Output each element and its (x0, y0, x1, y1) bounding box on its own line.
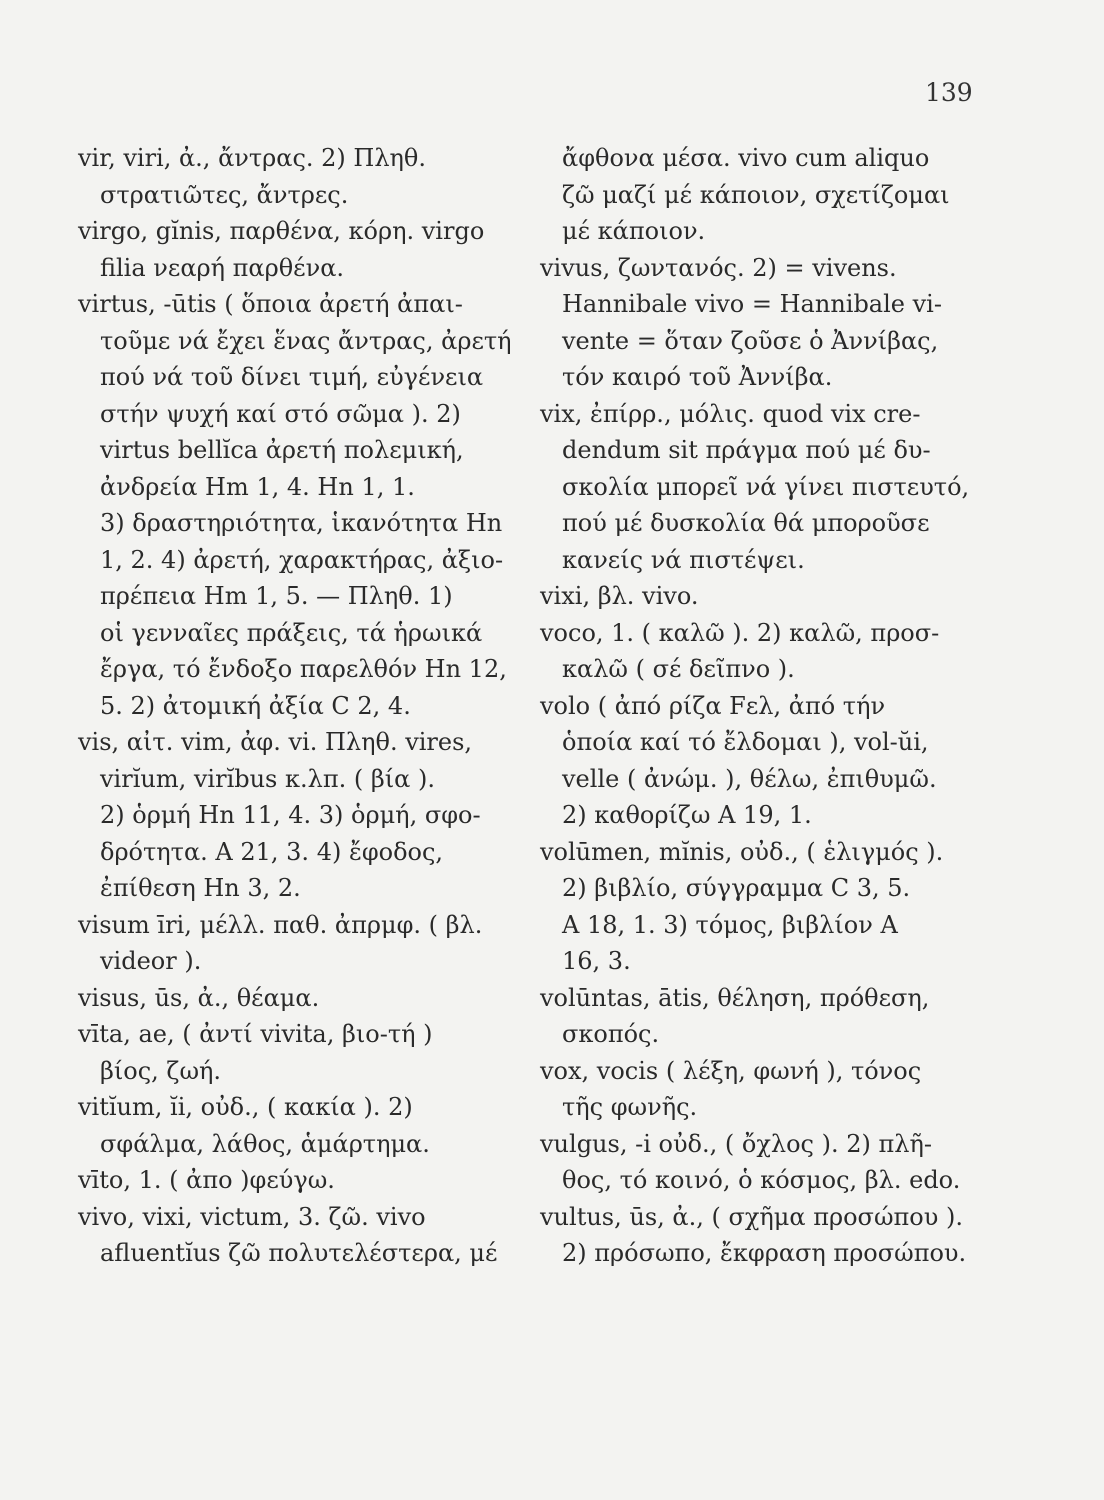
dictionary-line: βίος, ζωή. (100, 1056, 222, 1085)
dictionary-line: 2) καθορίζω A 19, 1. (562, 801, 812, 829)
dictionary-line: volo ( ἀπό ρίζα Fελ, ἀπό τήν (540, 691, 886, 720)
dictionary-line: ζῶ μαζί μέ κάποιον, σχετίζομαι (562, 180, 950, 209)
page-number: 139 (925, 78, 973, 107)
dictionary-line: στήν ψυχή καί στό σῶμα ). 2) (100, 399, 461, 428)
dictionary-line: τοῦμε νά ἔχει ἕνας ἄντρας, ἀρετή (100, 326, 512, 355)
dictionary-line: μέ κάποιον. (562, 217, 706, 245)
dictionary-line: στρατιῶτες, ἄντρες. (100, 180, 349, 209)
dictionary-line: 16, 3. (562, 947, 631, 975)
dictionary-line: volūmen, mĭnis, οὐδ., ( ἑλιγμός ). (540, 837, 944, 866)
dictionary-line: θος, τό κοινό, ὁ κόσμος, βλ. edo. (562, 1166, 961, 1194)
dictionary-line: vīta, ae, ( ἀντί vivita, βιο-τή ) (78, 1020, 433, 1048)
dictionary-line: τῆς φωνῆς. (562, 1093, 698, 1121)
dictionary-line: videor ). (100, 947, 202, 975)
right-column (540, 140, 980, 1272)
dictionary-line: vente = ὅταν ζοῦσε ὁ Ἀννίβας, (562, 326, 939, 355)
left-column (78, 140, 518, 1272)
dictionary-line: virĭum, virĭbus κ.λπ. ( βία ). (100, 764, 435, 793)
dictionary-line: δρότητα. A 21, 3. 4) ἔφοδος, (100, 837, 444, 866)
dictionary-line: πρέπεια Hm 1, 5. — Πληθ. 1) (100, 582, 453, 610)
dictionary-line: σκολία μπορεῖ νά γίνει πιστευτό, (562, 472, 970, 501)
dictionary-line: vivo, vixi, victum, 3. ζῶ. vivo (78, 1202, 426, 1231)
dictionary-line: 1, 2. 4) ἀρετή, χαρακτήρας, ἀξιο- (100, 545, 504, 574)
dictionary-line: velle ( ἀνώμ. ), θέλω, ἐπιθυμῶ. (562, 764, 937, 793)
dictionary-line: οἱ γενναῖες πράξεις, τά ἡρωικά (100, 618, 483, 647)
dictionary-line: ἔργα, τό ἔνδοξο παρελθόν Hn 12, (100, 655, 507, 683)
dictionary-line: virtus bellĭca ἀρετή πολεμική, (100, 436, 464, 464)
dictionary-line: A 18, 1. 3) τόμος, βιβλίον A (562, 910, 898, 939)
dictionary-line: virgo, gĭnis, παρθένα, κόρη. virgo (78, 217, 485, 245)
dictionary-line: 3) δραστηριότητα, ἱκανότητα Hn (100, 509, 503, 537)
dictionary-line: vulgus, -i οὐδ., ( ὄχλος ). 2) πλῆ- (540, 1129, 932, 1158)
dictionary-line: σκοπός. (562, 1020, 660, 1048)
dictionary-line: vitĭum, ĭi, οὐδ., ( κακία ). 2) (78, 1093, 413, 1121)
dictionary-line: vīto, 1. ( ἀπο )φεύγω. (78, 1166, 335, 1194)
dictionary-line: vix, ἐπίρρ., μόλις. quod vix cre- (540, 399, 921, 428)
dictionary-line: visus, ūs, ἀ., θέαμα. (78, 983, 320, 1012)
dictionary-line: volūntas, ātis, θέληση, πρόθεση, (540, 983, 930, 1012)
dictionary-line: σφάλμα, λάθος, ἁμάρτημα. (100, 1129, 430, 1158)
dictionary-line: vir, viri, ἀ., ἄντρας. 2) Πληθ. (78, 144, 427, 172)
dictionary-line: ἐπίθεση Hn 3, 2. (100, 874, 301, 902)
dictionary-line: vivus, ζωντανός. 2) = vivens. (540, 253, 897, 282)
dictionary-line: virtus, -ūtis ( ὅποια ἀρετή ἀπαι- (78, 290, 463, 318)
dictionary-line: vox, vocis ( λέξη, φωνή ), τόνος (540, 1056, 922, 1085)
dictionary-line: Hannibale vivo = Hannibale vi- (562, 290, 942, 318)
dictionary-line: ὁποία καί τό ἔλδομαι ), vol-ŭi, (562, 728, 929, 756)
dictionary-line: 2) βιβλίο, σύγγραμμα C 3, 5. (562, 874, 911, 902)
dictionary-line: ἀνδρεία Hm 1, 4. Hn 1, 1. (100, 472, 415, 501)
dictionary-line: πού νά τοῦ δίνει τιμή, εὐγένεια (100, 363, 484, 391)
dictionary-line: vultus, ūs, ἀ., ( σχῆμα προσώπου ). (540, 1202, 963, 1231)
dictionary-line: afluentĭus ζῶ πολυτελέστερα, μέ (100, 1239, 498, 1267)
dictionary-line: 5. 2) ἀτομική ἀξία C 2, 4. (100, 691, 411, 720)
dictionary-line: dendum sit πράγμα πού μέ δυ- (562, 436, 931, 464)
dictionary-line: πού μέ δυσκολία θά μποροῦσε (562, 509, 930, 537)
dictionary-line: filia νεαρή παρθένα. (100, 253, 345, 282)
dictionary-line: κανείς νά πιστέψει. (562, 545, 805, 574)
dictionary-line: καλῶ ( σέ δεῖπνο ). (562, 655, 795, 683)
dictionary-line: 2) πρόσωπο, ἔκφραση προσώπου. (562, 1239, 967, 1267)
dictionary-line: 2) ὁρμή Hn 11, 4. 3) ὁρμή, σφο- (100, 801, 481, 829)
dictionary-line: voco, 1. ( καλῶ ). 2) καλῶ, προσ- (540, 618, 940, 647)
dictionary-line: vixi, βλ. vivo. (540, 582, 699, 610)
dictionary-line: visum īri, μέλλ. παθ. ἀπρμφ. ( βλ. (78, 910, 483, 939)
dictionary-line: vis, αἰτ. vim, ἀφ. vi. Πληθ. vires, (78, 728, 473, 756)
dictionary-line: ἄφθονα μέσα. vivo cum aliquo (562, 144, 930, 172)
dictionary-line: τόν καιρό τοῦ Ἀννίβα. (562, 363, 833, 391)
